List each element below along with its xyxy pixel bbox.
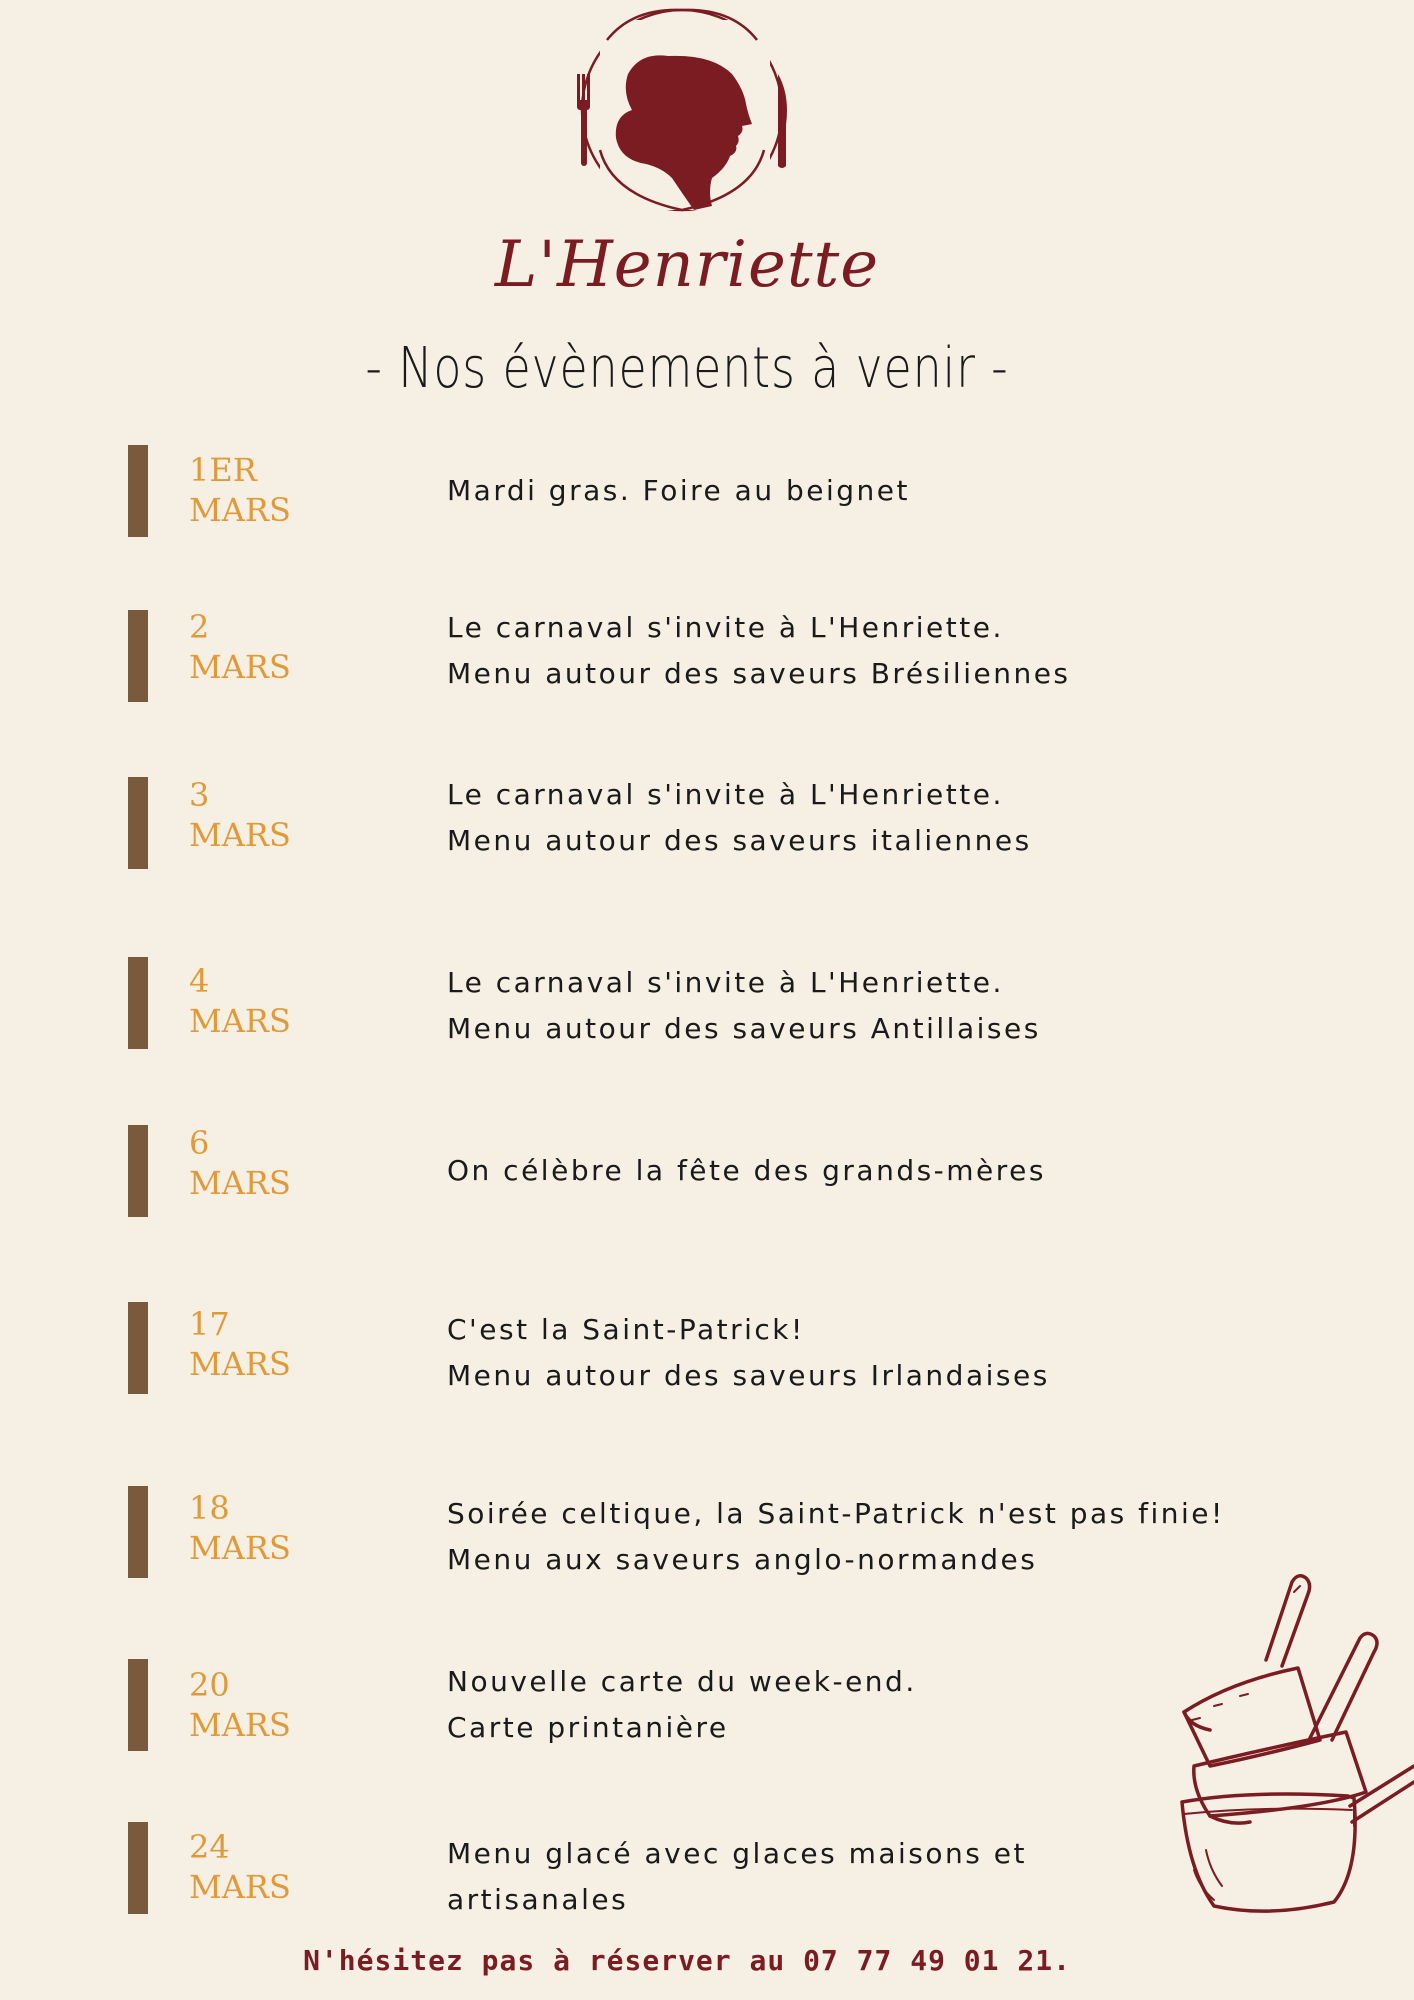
event-month: MARS [189, 816, 291, 854]
date-bar [128, 610, 148, 702]
event-line: Menu autour des saveurs Antillaises [447, 1012, 1041, 1045]
event-line: Menu autour des saveurs italiennes [447, 824, 1032, 857]
event-description [447, 605, 1347, 697]
event-line: C'est la Saint-Patrick! [447, 1313, 805, 1346]
event-date [189, 1827, 409, 1907]
event-month: MARS [189, 1164, 291, 1202]
event-day: 18 [189, 1489, 230, 1527]
event-month: MARS [189, 1345, 291, 1383]
event-date [189, 775, 409, 855]
event-date [189, 1123, 409, 1203]
date-bar [128, 1302, 148, 1394]
event-month: MARS [189, 1868, 291, 1906]
event-date [189, 961, 409, 1041]
date-bar [128, 957, 148, 1049]
event-date [189, 1304, 409, 1384]
event-day: 1ER [189, 451, 257, 489]
page-title: - Nos évènements à venir - [365, 336, 1009, 401]
event-date [189, 1665, 409, 1745]
reservation-note: N'hésitez pas à réserver au 07 77 49 01 21. [303, 1944, 1071, 1977]
event-day: 4 [189, 962, 210, 1000]
event-month: MARS [189, 648, 291, 686]
date-bar [128, 777, 148, 869]
event-line: Carte printanière [447, 1711, 729, 1744]
event-line: artisanales [447, 1883, 629, 1916]
saucepans-icon [1170, 1570, 1414, 1920]
date-bar [128, 445, 148, 537]
event-month: MARS [189, 491, 291, 529]
event-date [189, 607, 409, 687]
date-bar [128, 1822, 148, 1914]
event-date [189, 1488, 409, 1568]
event-description [447, 1148, 1347, 1194]
event-date [189, 450, 409, 530]
event-month: MARS [189, 1706, 291, 1744]
event-day: 17 [189, 1305, 230, 1343]
event-day: 20 [189, 1666, 230, 1704]
event-line: Menu glacé avec glaces maisons et [447, 1837, 1027, 1870]
date-bar [128, 1125, 148, 1217]
event-description [447, 960, 1347, 1052]
date-bar [128, 1486, 148, 1578]
event-description [447, 1307, 1347, 1399]
event-line: Mardi gras. Foire au beignet [447, 474, 910, 507]
event-line: Le carnaval s'invite à L'Henriette. [447, 611, 1004, 644]
event-line: Menu aux saveurs anglo-normandes [447, 1543, 1038, 1576]
event-day: 6 [189, 1124, 210, 1162]
event-description [447, 772, 1347, 864]
event-line: Le carnaval s'invite à L'Henriette. [447, 966, 1004, 999]
brand-name: L'Henriette [494, 228, 880, 302]
event-month: MARS [189, 1002, 291, 1040]
event-day: 2 [189, 608, 210, 646]
event-line: On célèbre la fête des grands-mères [447, 1154, 1046, 1187]
event-line: Nouvelle carte du week-end. [447, 1665, 917, 1698]
event-day: 3 [189, 776, 210, 814]
event-line: Le carnaval s'invite à L'Henriette. [447, 778, 1004, 811]
event-line: Menu autour des saveurs Irlandaises [447, 1359, 1050, 1392]
event-line: Soirée celtique, la Saint-Patrick n'est pas finie! [447, 1497, 1225, 1530]
date-bar [128, 1659, 148, 1751]
event-day: 24 [189, 1828, 230, 1866]
event-month: MARS [189, 1529, 291, 1567]
event-description [447, 468, 1347, 514]
event-line: Menu autour des saveurs Brésiliennes [447, 657, 1071, 690]
